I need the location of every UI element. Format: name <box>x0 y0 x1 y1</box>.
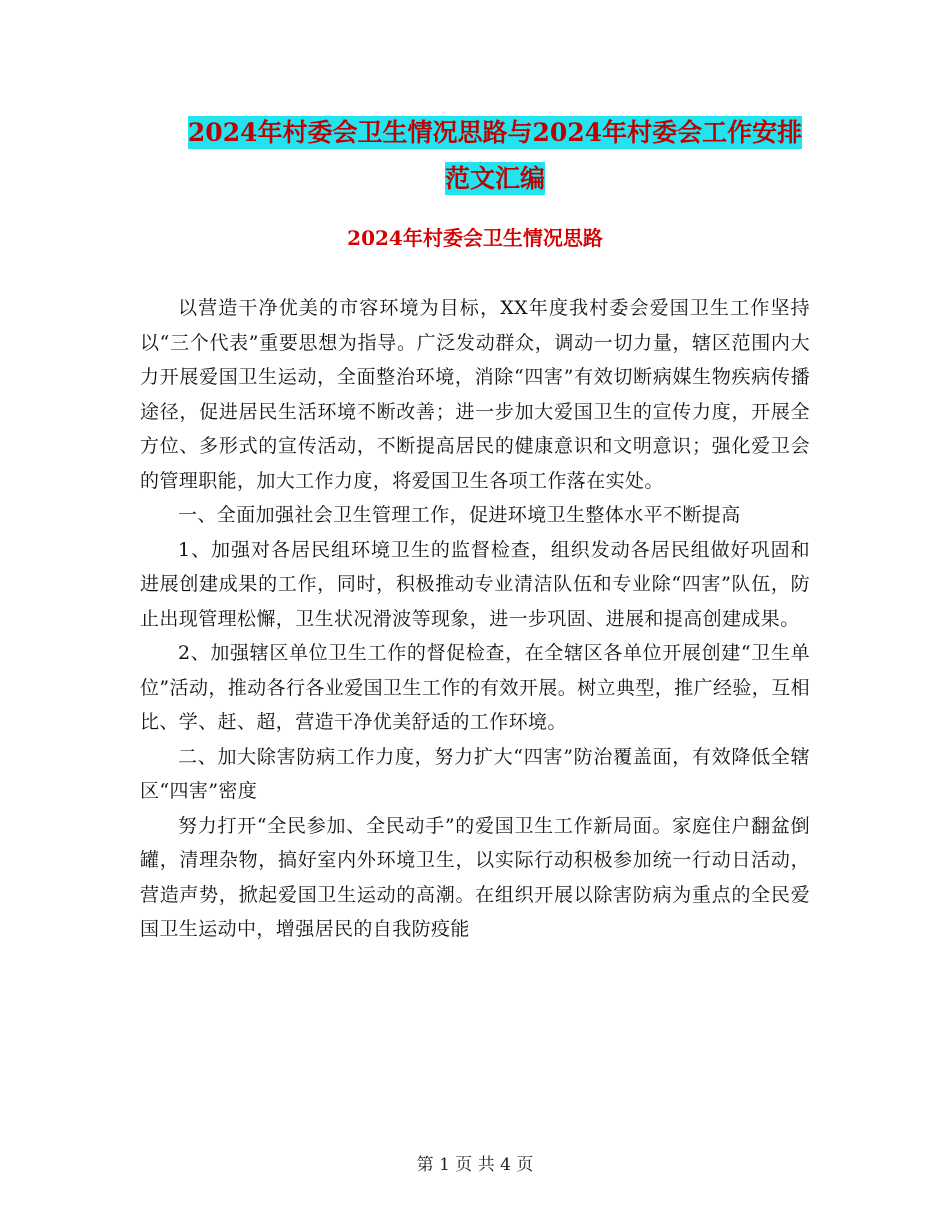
paragraph: 努力打开“全民参加、全民动手”的爱国卫生工作新局面。家庭住户翻盆倒罐，清理杂物，搞好室内外环境卫生，以实际行动积极参加统一行动日活动，营造声势，掀起爱国卫生运动的高潮。在组织开展以除害防病为重点的全民爱国卫生运动中，增强居民的自我防疫能 <box>140 814 810 940</box>
title-line-1: 2024年村委会卫生情况思路与2024年村委会工作安排 <box>187 118 803 147</box>
paragraph: 二、加大除害防病工作力度，努力扩大“四害”防治覆盖面，有效降低全辖区“四害”密度 <box>140 745 810 802</box>
section-title: 2024年村委会卫生情况思路 <box>347 226 603 250</box>
paragraph: 1、加强对各居民组环境卫生的监督检查，组织发动各居民组做好巩固和进展创建成果的工作，同时，积极推动专业清洁队伍和专业除“四害”队伍，防止出现管理松懈，卫生状况滑波等现象，进一步巩固、进展和提高创建成果。 <box>140 538 810 630</box>
document-title <box>150 110 840 202</box>
paragraph: 2、加强辖区单位卫生工作的督促检查，在全辖区各单位开展创建“卫生单位”活动，推动各行各业爱国卫生工作的有效开展。树立典型，推广经验，互相比、学、赶、超，营造干净优美舒适的工作环境。 <box>140 642 810 733</box>
page-footer: 第 1 页 共 4 页 <box>416 1155 534 1175</box>
paragraph: 以营造干净优美的市容环境为目标，XX年度我村委会爱国卫生工作坚持以“三个代表”重要思想为指导。广泛发动群众，调动一切力量，辖区范围内大力开展爱国卫生运动，全面整治环境，消除“四害”有效切断病媒生物疾病传播途径，促进居民生活环境不断改善；进一步加大爱国卫生的宣传力度，开展全方位、多形式的宣传活动，不断提高居民的健康意识和文明意识；强化爱卫会的管理职能，加大工作力度，将爱国卫生各项工作落在实处。 <box>140 297 810 492</box>
title-line-2: 范文汇编 <box>444 164 545 193</box>
document-body <box>140 291 810 947</box>
paragraph: 一、全面加强社会卫生管理工作，促进环境卫生整体水平不断提高 <box>178 504 741 526</box>
